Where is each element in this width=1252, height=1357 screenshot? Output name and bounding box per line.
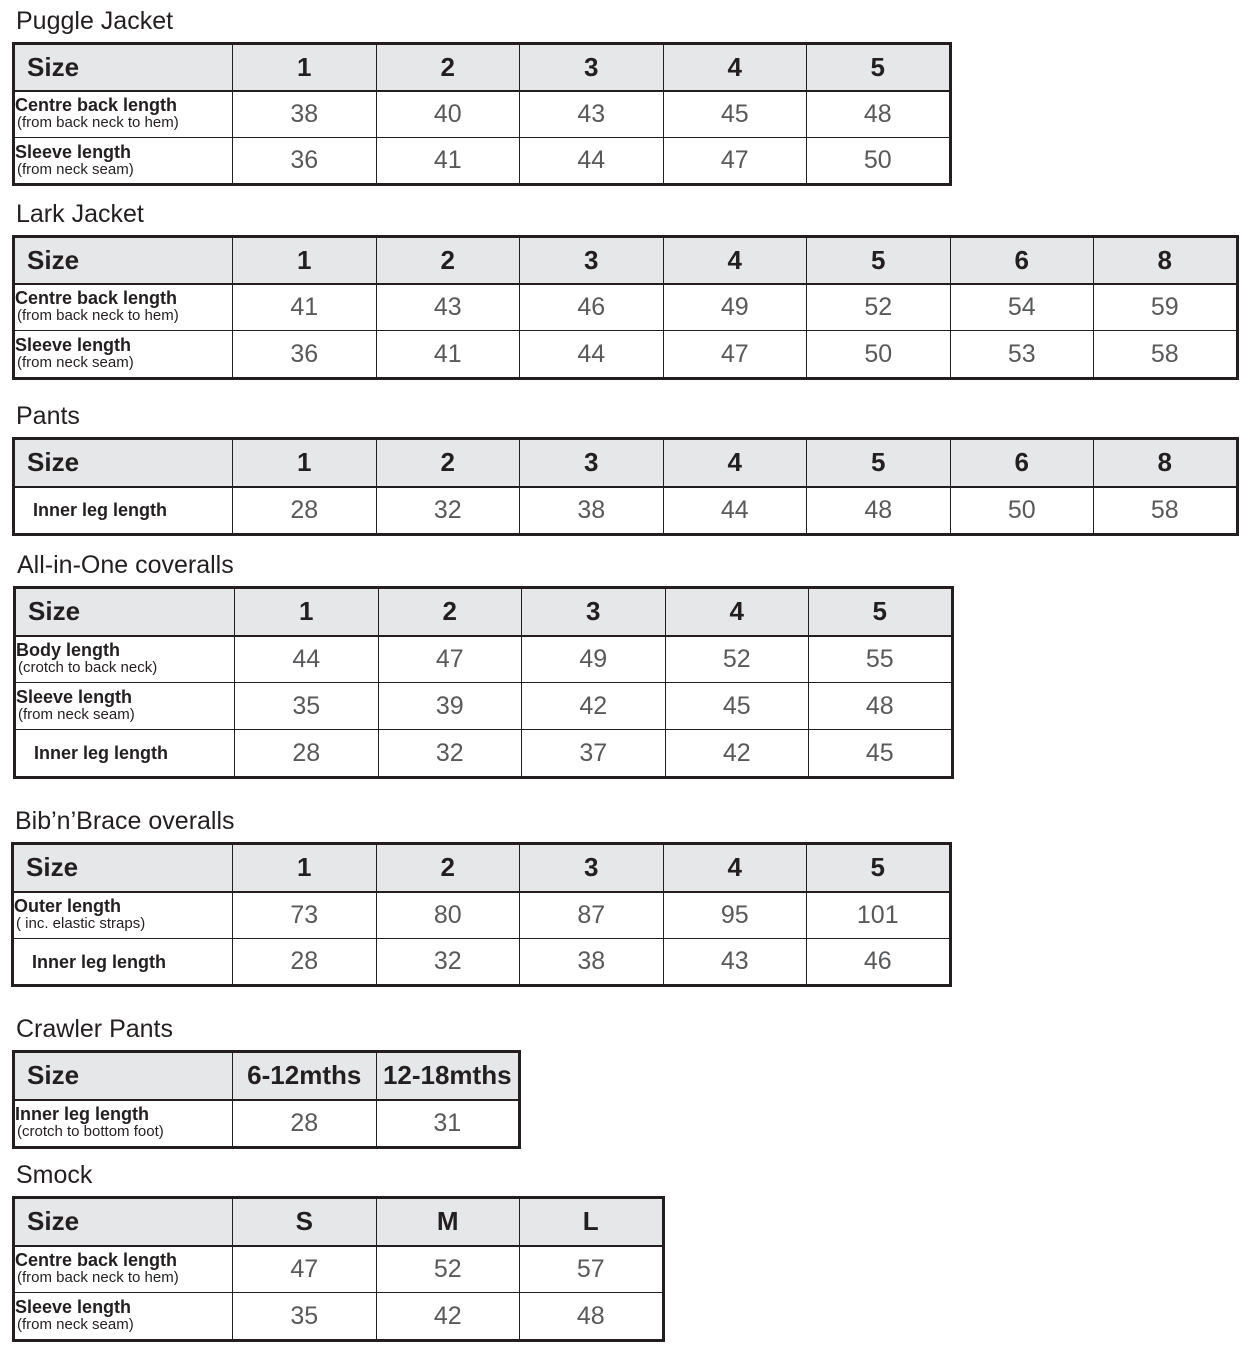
- measurement-value: 48: [520, 1293, 664, 1341]
- size-header-cell: 1: [233, 44, 377, 91]
- size-header-label: Size: [15, 588, 235, 636]
- measurement-value: 32: [376, 487, 520, 535]
- row-label-cell: [14, 487, 233, 535]
- size-header-cell: 12-18mths: [376, 1052, 520, 1100]
- measurement-value: 46: [520, 284, 664, 331]
- size-header-cell: 5: [807, 439, 951, 487]
- measurement-note: ( inc. elastic straps): [16, 915, 146, 933]
- header-row: [15, 588, 953, 636]
- measurement-label: Inner leg length: [15, 1104, 150, 1125]
- measurement-value: 58: [1094, 487, 1238, 535]
- measurement-value: 42: [376, 1293, 520, 1341]
- size-header-cell: 2: [376, 44, 520, 91]
- measurement-value: 45: [663, 91, 807, 138]
- table-row: [15, 636, 953, 683]
- measurement-note: (from back neck to hem): [17, 307, 179, 325]
- table-row: [15, 683, 953, 730]
- measurement-value: 49: [663, 284, 807, 331]
- measurement-label: Centre back length: [15, 288, 178, 309]
- row-label-cell: [14, 284, 233, 331]
- size-header-cell: 6-12mths: [233, 1052, 377, 1100]
- header-row: [14, 237, 1238, 284]
- measurement-value: 53: [950, 331, 1094, 379]
- size-header-label: Size: [14, 1052, 233, 1100]
- header-row: [14, 1198, 664, 1246]
- measurement-value: 43: [376, 284, 520, 331]
- measurement-value: 28: [235, 730, 379, 778]
- measurement-value: 28: [233, 487, 377, 535]
- measurement-value: 31: [376, 1100, 520, 1148]
- row-label-cell: [15, 683, 235, 730]
- measurement-note: (from neck seam): [17, 1316, 134, 1333]
- measurement-value: 50: [807, 331, 951, 379]
- measurement-value: 36: [233, 138, 377, 185]
- size-header-cell: 8: [1094, 237, 1238, 284]
- measurement-value: 43: [663, 939, 807, 986]
- measurement-label: Body length: [16, 640, 120, 661]
- size-header-cell: 5: [807, 44, 951, 91]
- measurement-value: 87: [520, 892, 664, 939]
- measurement-value: 35: [235, 683, 379, 730]
- size-table: [12, 42, 952, 186]
- size-header-label: Size: [14, 1198, 233, 1246]
- measurement-value: 57: [520, 1246, 664, 1293]
- header-row: [14, 1052, 520, 1100]
- measurement-note: (crotch to back neck): [18, 659, 158, 677]
- table-title: Smock: [16, 1161, 93, 1189]
- size-table: [12, 437, 1239, 536]
- measurement-value: 48: [809, 683, 953, 730]
- row-label-cell: [13, 939, 233, 986]
- table-title: All-in-One coveralls: [17, 551, 234, 579]
- measurement-value: 35: [233, 1293, 377, 1341]
- measurement-label: Centre back length: [15, 95, 178, 116]
- measurement-label: Inner leg length: [32, 951, 167, 972]
- measurement-value: 41: [376, 138, 520, 185]
- measurement-label: Sleeve length: [16, 687, 133, 707]
- measurement-value: 49: [522, 636, 666, 683]
- size-header-cell: 4: [663, 844, 807, 892]
- size-header-cell: 8: [1094, 439, 1238, 487]
- size-header-cell: 3: [522, 588, 666, 636]
- table-row: [13, 939, 951, 986]
- size-header-cell: 3: [520, 844, 664, 892]
- size-header-cell: L: [520, 1198, 664, 1246]
- measurement-value: 38: [520, 487, 664, 535]
- size-header-cell: 3: [520, 44, 664, 91]
- measurement-value: 37: [522, 730, 666, 778]
- measurement-value: 45: [665, 683, 809, 730]
- size-header-cell: 2: [378, 588, 522, 636]
- size-table: [12, 1050, 521, 1149]
- size-header-cell: 4: [663, 44, 807, 91]
- size-table: [12, 1196, 665, 1342]
- measurement-value: 43: [520, 91, 664, 138]
- row-label-cell: [15, 636, 235, 683]
- measurement-value: 47: [663, 138, 807, 185]
- measurement-value: 44: [663, 487, 807, 535]
- size-header-cell: 2: [376, 439, 520, 487]
- measurement-note: (from back neck to hem): [17, 1269, 179, 1287]
- table-row: [15, 730, 953, 778]
- measurement-value: 54: [950, 284, 1094, 331]
- table-row: [14, 284, 1238, 331]
- measurement-value: 39: [378, 683, 522, 730]
- measurement-value: 32: [376, 939, 520, 986]
- measurement-label: Centre back length: [15, 1250, 178, 1271]
- measurement-value: 52: [665, 636, 809, 683]
- size-header-label: Size: [13, 844, 233, 892]
- table-row: [14, 487, 1238, 535]
- measurement-value: 47: [663, 331, 807, 379]
- table-row: [14, 1100, 520, 1148]
- measurement-value: 41: [376, 331, 520, 379]
- measurement-value: 52: [376, 1246, 520, 1293]
- size-header-label: Size: [14, 237, 233, 284]
- table-row: [14, 1246, 664, 1293]
- row-label-cell: [14, 91, 233, 138]
- size-header-cell: 5: [809, 588, 953, 636]
- measurement-value: 44: [520, 138, 664, 185]
- size-table: [13, 586, 954, 779]
- size-header-cell: 5: [807, 237, 951, 284]
- measurement-value: 44: [235, 636, 379, 683]
- measurement-label: Outer length: [14, 896, 121, 917]
- size-header-cell: 2: [376, 844, 520, 892]
- measurement-value: 47: [233, 1246, 377, 1293]
- header-row: [13, 844, 951, 892]
- measurement-label: Inner leg length: [33, 500, 168, 521]
- measurement-value: 32: [378, 730, 522, 778]
- measurement-value: 55: [809, 636, 953, 683]
- measurement-value: 73: [233, 892, 377, 939]
- measurement-value: 38: [520, 939, 664, 986]
- row-label-cell: [14, 331, 233, 379]
- measurement-value: 28: [233, 939, 377, 986]
- measurement-note: (from neck seam): [18, 706, 135, 723]
- measurement-value: 40: [376, 91, 520, 138]
- measurement-label: Inner leg length: [34, 743, 169, 763]
- size-header-cell: M: [376, 1198, 520, 1246]
- size-table: [12, 235, 1239, 380]
- size-header-label: Size: [14, 44, 233, 91]
- measurement-value: 52: [807, 284, 951, 331]
- table-title: Puggle Jacket: [16, 7, 174, 35]
- measurement-label: Sleeve length: [15, 1297, 132, 1317]
- measurement-value: 59: [1094, 284, 1238, 331]
- size-header-cell: 1: [235, 588, 379, 636]
- size-header-label: Size: [14, 439, 233, 487]
- table-row: [14, 91, 951, 138]
- table-row: [14, 331, 1238, 379]
- measurement-note: (crotch to bottom foot): [17, 1123, 164, 1141]
- measurement-value: 42: [665, 730, 809, 778]
- table-title: Crawler Pants: [16, 1015, 173, 1043]
- size-header-cell: 3: [520, 439, 664, 487]
- measurement-value: 44: [520, 331, 664, 379]
- measurement-value: 42: [522, 683, 666, 730]
- size-header-cell: 6: [950, 439, 1094, 487]
- measurement-value: 50: [950, 487, 1094, 535]
- table-title: Pants: [16, 402, 80, 430]
- measurement-label: Sleeve length: [15, 141, 132, 162]
- measurement-note: (from back neck to hem): [17, 114, 179, 132]
- measurement-label: Sleeve length: [15, 335, 132, 355]
- size-table: [11, 842, 952, 987]
- size-header-cell: S: [233, 1198, 377, 1246]
- measurement-note: (from neck seam): [17, 354, 134, 371]
- table-row: [14, 1293, 664, 1341]
- size-header-cell: 6: [950, 237, 1094, 284]
- measurement-note: (from neck seam): [17, 160, 134, 178]
- row-label-cell: [14, 1100, 233, 1148]
- measurement-value: 48: [807, 91, 951, 138]
- measurement-value: 46: [807, 939, 951, 986]
- table-row: [13, 892, 951, 939]
- size-header-cell: 4: [663, 439, 807, 487]
- measurement-value: 58: [1094, 331, 1238, 379]
- measurement-value: 48: [807, 487, 951, 535]
- row-label-cell: [14, 138, 233, 185]
- size-header-cell: 4: [663, 237, 807, 284]
- size-header-cell: 1: [233, 439, 377, 487]
- measurement-value: 38: [233, 91, 377, 138]
- size-header-cell: 3: [520, 237, 664, 284]
- row-label-cell: [15, 730, 235, 778]
- header-row: [14, 44, 951, 91]
- measurement-value: 36: [233, 331, 377, 379]
- measurement-value: 28: [233, 1100, 377, 1148]
- row-label-cell: [14, 1293, 233, 1341]
- header-row: [14, 439, 1238, 487]
- measurement-value: 50: [807, 138, 951, 185]
- measurement-value: 41: [233, 284, 377, 331]
- row-label-cell: [13, 892, 233, 939]
- measurement-value: 95: [663, 892, 807, 939]
- size-header-cell: 5: [807, 844, 951, 892]
- size-header-cell: 4: [665, 588, 809, 636]
- size-header-cell: 1: [233, 237, 377, 284]
- measurement-value: 80: [376, 892, 520, 939]
- measurement-value: 101: [807, 892, 951, 939]
- row-label-cell: [14, 1246, 233, 1293]
- table-title: Lark Jacket: [16, 200, 144, 228]
- measurement-value: 45: [809, 730, 953, 778]
- size-header-cell: 2: [376, 237, 520, 284]
- table-title: Bib’n’Brace overalls: [15, 807, 235, 835]
- measurement-value: 47: [378, 636, 522, 683]
- size-header-cell: 1: [233, 844, 377, 892]
- table-row: [14, 138, 951, 185]
